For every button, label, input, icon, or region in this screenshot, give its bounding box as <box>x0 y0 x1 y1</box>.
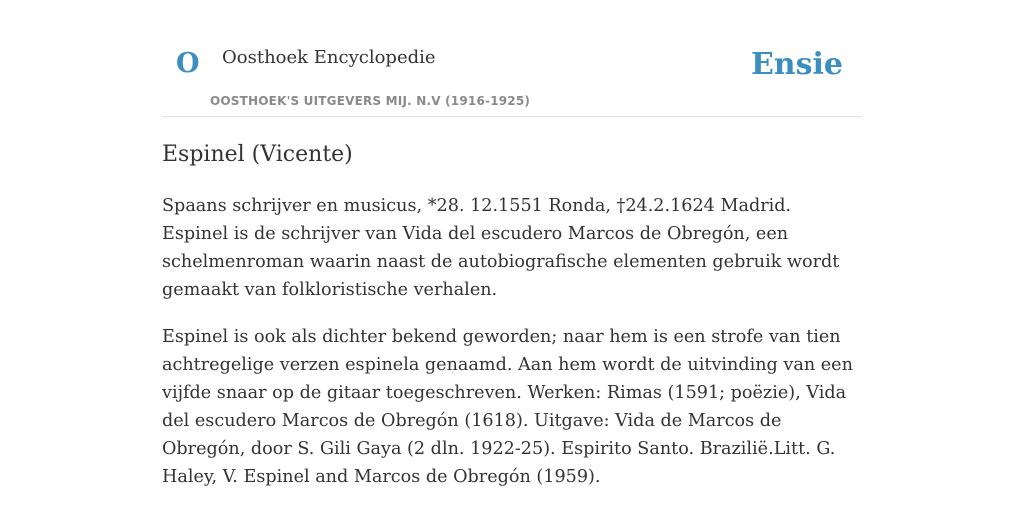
article-body <box>162 192 862 510</box>
article-paragraph: Espinel is ook als dichter bekend geworden; naar hem is een strofe van tien achtregelige verzen espinela genaamd. Aan hem wordt de uitvinding van een vijfde snaar op de gitaar toegeschreven. Werken: Rimas (1591; poëzie), Vida del escudero Marcos de Obregón (1618). Uitgave: Vida de Marcos de Obregón, door S. Gili Gaya (2 dln. 1922-25). Espirito Santo. Brazilië.Litt. G. Haley, V. Espinel and Marcos de Obregón (1959). <box>162 327 853 487</box>
article-paragraph: Spaans schrijver en musicus, *28. 12.1551 Ronda, †24.2.1624 Madrid. Espinel is de schrijver van Vida del escudero Marcos de Obregón, een schelmenroman waarin naast de autobiografische elementen gebruik wordt gemaakt van folkloristische verhalen. <box>162 196 840 300</box>
publisher-label: OOSTHOEK'S UITGEVERS MIJ. N.V (1916-1925) <box>210 94 531 108</box>
source-header <box>162 0 862 117</box>
ensie-logo-link[interactable]: Ensie <box>750 47 843 82</box>
article-title: Espinel (Vicente) <box>162 142 353 167</box>
source-title-link[interactable]: Oosthoek Encyclopedie <box>222 47 436 68</box>
article-page <box>162 0 862 512</box>
source-logo[interactable]: O <box>176 48 200 79</box>
